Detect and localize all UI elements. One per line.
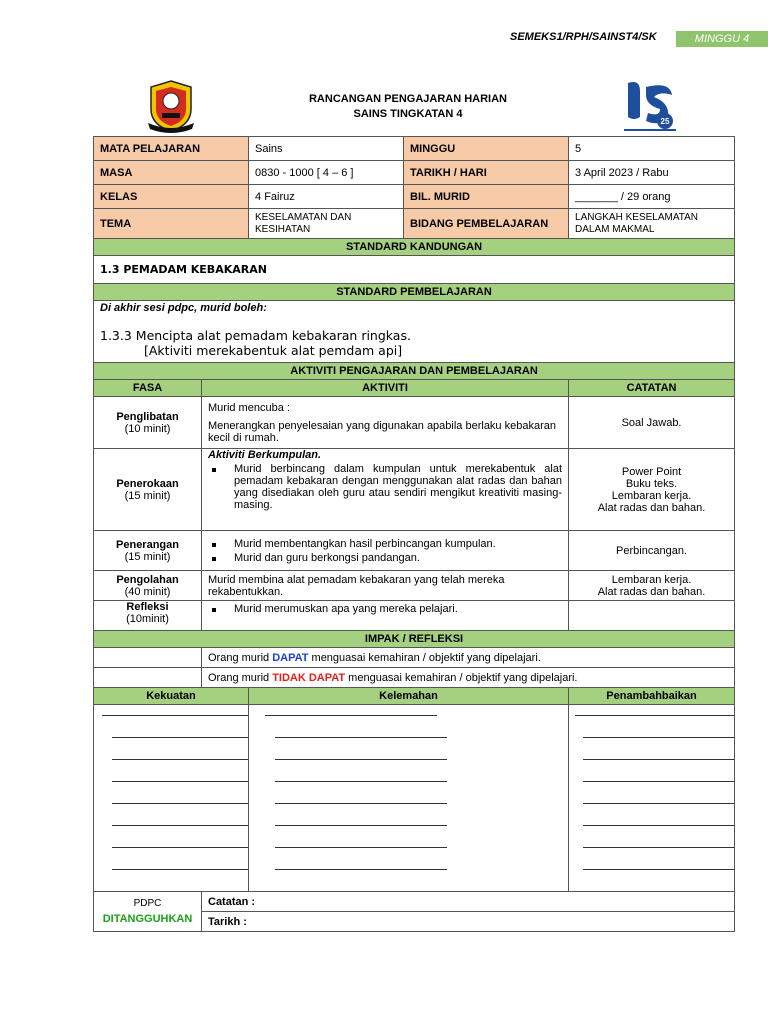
lesson-plan-table [93,136,735,932]
theme-label: TEMA [94,209,249,239]
impact-line-fail [202,668,735,688]
activity-row [94,531,735,571]
impact-line-pass [202,648,735,668]
activity-notes [569,601,735,631]
weaknesses-lines [249,705,569,892]
impact-heading: IMPAK / REFLEKSI [94,631,735,648]
class-label: KELAS [94,185,249,209]
logo-badge-number: 25 [660,117,670,126]
activity-notes: Soal Jawab. [569,397,735,449]
date-label: TARIKH / HARI [404,161,569,185]
activity-column-header: AKTIVITI [202,380,569,397]
improvements-header: Penambahbaikan [569,688,735,705]
area-value: LANGKAH KESELAMATAN DALAM MAKMAL [569,209,735,239]
phase-name: Penerokaan [116,477,179,490]
pdpc-label: PDPC [133,898,162,909]
impact-text: menguasai kemahiran / objektif yang dipelajari. [308,651,541,664]
phase-name: Penerangan [116,538,179,551]
document-subtitle: SAINS TINGKATAN 4 [353,108,463,120]
phase-name: Penglibatan [116,410,179,423]
activity-row [94,449,735,531]
activity-text: Menerangkan penyelesaian yang digunakan apabila berlaku kebakaran kecil di rumah. [208,419,556,444]
phase-duration: (40 minit) [124,585,171,598]
activity-row [94,397,735,449]
content-standard-heading: STANDARD KANDUNGAN [94,239,735,256]
date-field-label: Tarikh : [202,912,735,932]
organisation-logo [620,77,678,135]
time-value: 0830 - 1000 [ 4 – 6 ] [249,161,404,185]
phase-name: Pengolahan [116,573,179,586]
document-title: RANCANGAN PENGAJARAN HARIAN [308,93,507,105]
activity-lead: Aktiviti Berkumpulan. [208,449,322,461]
improvements-lines [569,705,735,892]
impact-keyword-fail: TIDAK DAPAT [272,671,346,684]
notes-line: Buku teks. [625,477,678,490]
students-value: _______ / 29 orang [569,185,735,209]
notes-line: Power Point [621,465,682,478]
note-label: Catatan : [202,892,735,912]
content-standard-value: 1.3 PEMADAM KEBAKARAN [94,256,735,284]
week-value: 5 [569,137,735,161]
phase-duration: (10 minit) [124,422,171,435]
class-value: 4 Fairuz [249,185,404,209]
activity-row [94,571,735,601]
activity-lead: Murid mencuba : [208,401,290,414]
activity-bullet: Murid membentangkan hasil perbincangan kumpulan. [234,538,562,550]
week-tag: MINGGU 4 [676,31,768,47]
impact-keyword-pass: DAPAT [272,651,309,664]
activity-notes: Perbincangan. [569,531,735,571]
activity-bullet: Murid merumuskan apa yang mereka pelajari. [234,603,562,615]
phase-duration: (15 minit) [124,489,171,502]
subject-value: Sains [249,137,404,161]
area-label: BIDANG PEMBELAJARAN [404,209,569,239]
activity-bullet: Murid dan guru berkongsi pandangan. [234,552,562,564]
subject-label: MATA PELAJARAN [94,137,249,161]
impact-text: Orang murid [208,651,273,664]
school-crest-logo [146,79,196,133]
learning-standard-intro: Di akhir sesi pdpc, murid boleh: [100,302,267,314]
notes-line: Lembaran kerja. [611,489,692,502]
date-value: 3 April 2023 / Rabu [569,161,735,185]
phase-name: Refleksi [126,601,169,613]
week-label: MINGGU [404,137,569,161]
learning-standard-item: 1.3.3 Mencipta alat pemadam kebakaran ringkas. [100,328,411,343]
strengths-header: Kekuatan [94,688,249,705]
notes-line: Alat radas dan bahan. [597,501,706,514]
notes-line: Alat radas dan bahan. [597,585,706,598]
impact-text: menguasai kemahiran / objektif yang dipelajari. [345,671,578,684]
notes-column-header: CATATAN [569,380,735,397]
theme-value: KESELAMATAN DAN KESIHATAN [249,209,404,239]
time-label: MASA [94,161,249,185]
phase-duration: (10minit) [126,613,169,625]
phase-column-header: FASA [94,380,202,397]
activity-text: Murid membina alat pemadam kebakaran yang telah mereka rekabentukkan. [202,571,569,601]
weaknesses-header: Kelemahan [249,688,569,705]
impact-text: Orang murid [208,671,273,684]
postponed-status: DITANGGUHKAN [102,913,193,925]
phase-duration: (15 minit) [124,550,171,563]
document-code: SEMEKS1/RPH/SAINST4/SK [510,31,657,43]
activities-heading: AKTIVITI PENGAJARAN DAN PEMBELAJARAN [94,363,735,380]
activity-bullet: Murid berbincang dalam kumpulan untuk merekabentuk alat pemadam kebakaran dengan menggunakan alat radas dan bahan yang disediakan oleh guru atau sendiri mengikut kreativiti masing-masing. [234,463,563,511]
students-label: BIL. MURID [404,185,569,209]
strengths-lines [94,705,249,892]
activity-row [94,601,735,631]
learning-standard-activity: [Aktiviti merekabentuk alat pemdam api] [144,343,403,358]
learning-standard-heading: STANDARD PEMBELAJARAN [94,284,735,301]
notes-line: Lembaran kerja. [611,573,692,586]
